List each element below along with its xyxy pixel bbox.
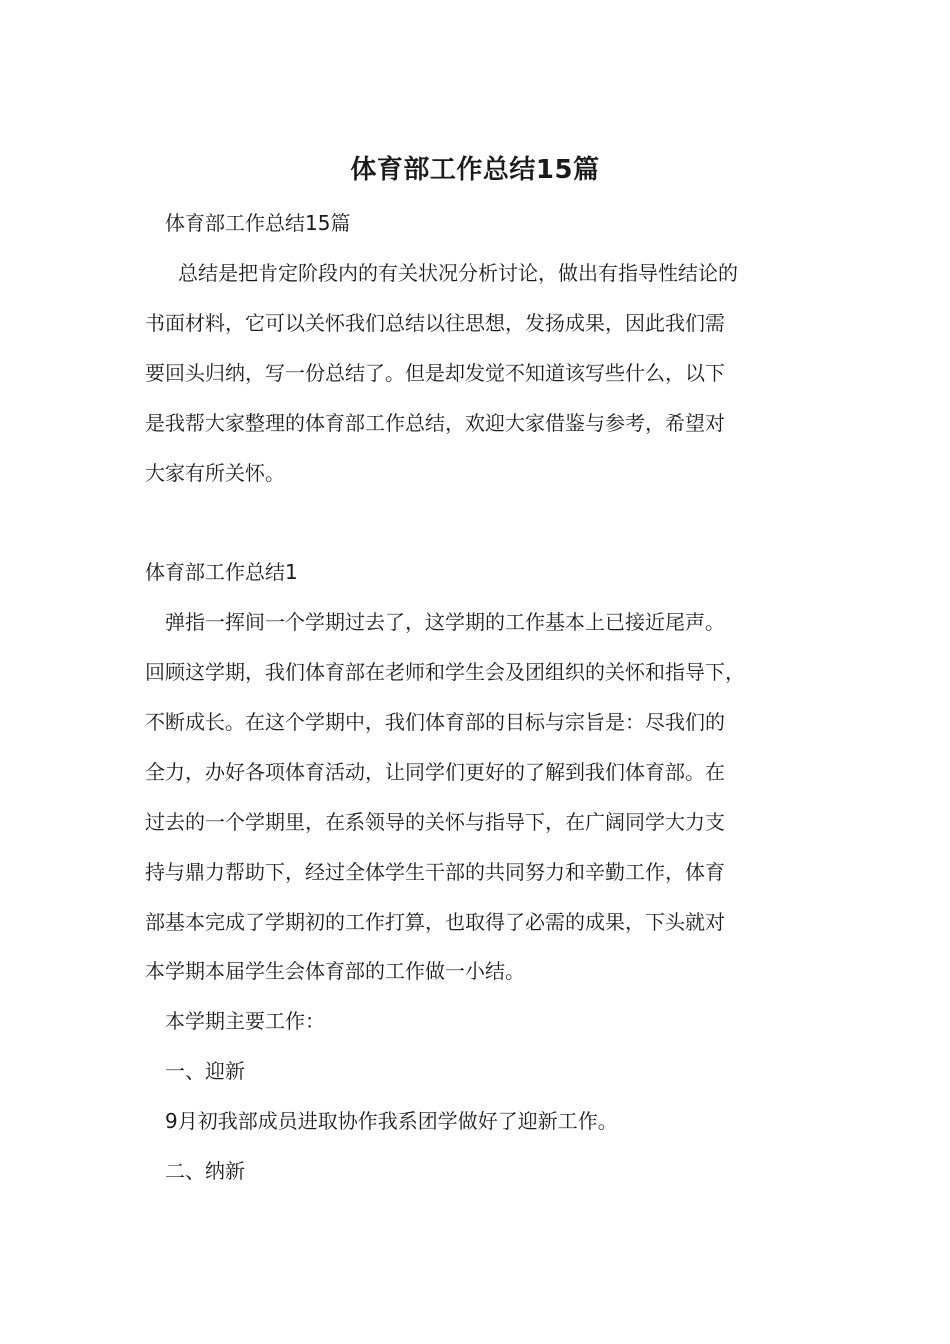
body-line-5: 过去的一个学期里，在系领导的关怀与指导下，在广阔同学大力支: [145, 810, 725, 834]
intro-line-2: 书面材料，它可以关怀我们总结以往思想，发扬成果，因此我们需: [145, 311, 725, 335]
body-line-6: 持与鼎力帮助下，经过全体学生干部的共同努力和辛勤工作，体育: [145, 860, 725, 884]
body-line-7: 部基本完成了学期初的工作打算，也取得了必需的成果，下头就对: [145, 910, 725, 934]
main-work-label: 本学期主要工作：: [165, 1009, 325, 1033]
body-line-8: 本学期本届学生会体育部的工作做一小结。: [145, 959, 525, 983]
intro-line-1: 总结是把肯定阶段内的有关状况分析讨论，做出有指导性结论的: [178, 261, 738, 285]
document-subtitle: 体育部工作总结15篇: [165, 211, 351, 235]
body-line-3: 不断成长。在这个学期中，我们体育部的目标与宗旨是：尽我们的: [145, 710, 725, 734]
intro-line-4: 是我帮大家整理的体育部工作总结，欢迎大家借鉴与参考，希望对: [145, 411, 725, 435]
body-line-4: 全力，办好各项体育活动，让同学们更好的了解到我们体育部。在: [145, 760, 725, 784]
body-line-2: 回顾这学期，我们体育部在老师和学生会及团组织的关怀和指导下，: [145, 660, 745, 684]
item-heading-1: 一、迎新: [165, 1059, 245, 1083]
item-heading-2: 二、纳新: [165, 1159, 245, 1183]
intro-line-5: 大家有所关怀。: [145, 461, 285, 485]
intro-line-3: 要回头归纳，写一份总结了。但是却发觉不知道该写些什么，以下: [145, 361, 725, 385]
body-line-1: 弹指一挥间一个学期过去了，这学期的工作基本上已接近尾声。: [165, 610, 725, 634]
section-heading: 体育部工作总结1: [145, 560, 298, 584]
document-title: 体育部工作总结15篇: [350, 155, 600, 185]
item-text-1: 9月初我部成员进取协作我系团学做好了迎新工作。: [165, 1109, 618, 1133]
